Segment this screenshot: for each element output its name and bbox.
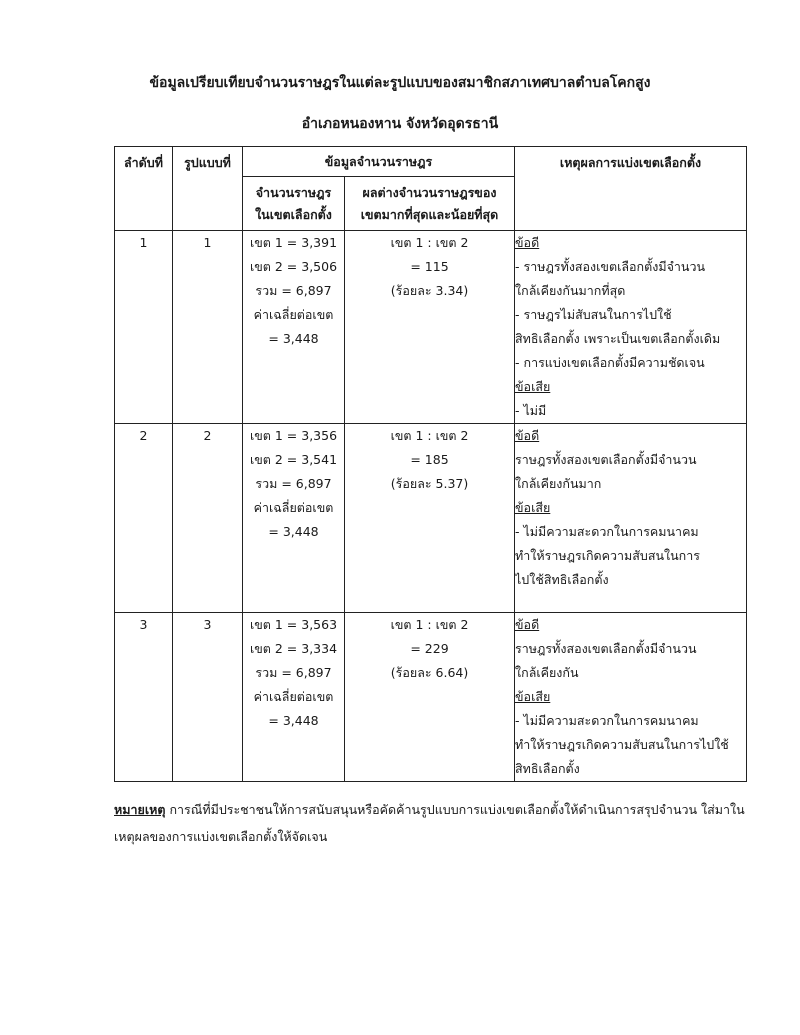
diff-lines-line: (ร้อยละ 5.37) <box>390 476 469 491</box>
pop-lines-line: เขต 1 = 3,391 <box>249 235 338 250</box>
diff-lines-line: เขต 1 : เขต 2 <box>390 235 469 250</box>
header-row <box>115 147 747 177</box>
pros-lines-line: - ราษฎรทั้งสองเขตเลือกตั้งมีจำนวน <box>515 259 706 274</box>
header-model: รูปแบบที่ <box>173 147 243 231</box>
pop-lines-line: รวม = 6,897 <box>255 665 332 680</box>
cell-order: 3 <box>115 613 173 782</box>
pros-label: ข้อดี <box>515 428 540 443</box>
comparison-table <box>114 146 747 782</box>
diff-lines-line: เขต 1 : เขต 2 <box>390 617 469 632</box>
cons-lines-line: - ไม่มีความสะดวกในการคมนาคม <box>515 524 699 539</box>
header-difference-line1: ผลต่างจำนวนราษฎรของ <box>362 184 497 200</box>
pros-lines-line: ใกล้เคียงกัน <box>515 665 579 680</box>
table-row <box>115 424 747 613</box>
diff-lines-line: (ร้อยละ 6.64) <box>390 665 469 680</box>
cell-reason <box>515 424 747 613</box>
cons-label: ข้อเสีย <box>515 379 551 394</box>
header-difference <box>345 177 515 231</box>
cell-difference <box>345 613 515 782</box>
pros-lines-line: - ราษฎรไม่สับสนในการไปใช้ <box>515 307 672 322</box>
cons-lines-line: - ไม่มีความสะดวกในการคมนาคม <box>515 713 699 728</box>
cell-order: 2 <box>115 424 173 613</box>
pop-lines-line: ค่าเฉลี่ยต่อเขต <box>253 307 334 322</box>
pop-lines-line: เขต 1 = 3,356 <box>249 428 338 443</box>
cons-lines-line: ทำให้ราษฎรเกิดความสับสนในการ <box>515 548 700 563</box>
cell-order: 1 <box>115 231 173 424</box>
footnote-text: การณีที่มีประชาชนให้การสนับสนุนหรือคัดค้านรูปแบบการแบ่งเขตเลือกตั้งให้ดำเนินการสรุปจำนวน ใส่มาในเหตุผลของการแบ่งเขตเลือกตั้งให้จัดเจน <box>114 802 745 844</box>
pros-lines-line: ใกล้เคียงกันมาก <box>515 476 602 491</box>
pop-lines-line: รวม = 6,897 <box>255 476 332 491</box>
cons-lines-line: - ไม่มี <box>515 403 547 418</box>
cell-model: 1 <box>173 231 243 424</box>
pop-lines-line: เขต 2 = 3,506 <box>249 259 338 274</box>
cell-population <box>243 231 345 424</box>
diff-lines-line: = 185 <box>410 452 449 467</box>
pros-lines-line: ราษฎรทั้งสองเขตเลือกตั้งมีจำนวน <box>515 452 697 467</box>
header-pop-in-zone-line1: จำนวนราษฎร <box>255 184 332 200</box>
table-row <box>115 613 747 782</box>
pop-lines-line: = 3,448 <box>268 524 319 539</box>
diff-lines-line: = 115 <box>410 259 449 274</box>
cell-population <box>243 613 345 782</box>
cell-model: 2 <box>173 424 243 613</box>
header-population-info: ข้อมูลจำนวนราษฎร <box>243 147 515 177</box>
diff-lines-line: เขต 1 : เขต 2 <box>390 428 469 443</box>
table-row <box>115 231 747 424</box>
pop-lines-line: = 3,448 <box>268 331 319 346</box>
cell-population <box>243 424 345 613</box>
footnote <box>114 796 754 850</box>
pros-label: ข้อดี <box>515 235 540 250</box>
header-pop-in-zone <box>243 177 345 231</box>
pop-lines-line: รวม = 6,897 <box>255 283 332 298</box>
pros-label: ข้อดี <box>515 617 540 632</box>
header-difference-line2: เขตมากที่สุดและน้อยที่สุด <box>360 206 499 222</box>
header-pop-in-zone-line2: ในเขตเลือกตั้ง <box>255 206 332 222</box>
pop-lines-line: ค่าเฉลี่ยต่อเขต <box>253 500 334 515</box>
footnote-label: หมายเหตุ <box>114 802 166 817</box>
diff-lines-line: (ร้อยละ 3.34) <box>390 283 469 298</box>
header-reason: เหตุผลการแบ่งเขตเลือกตั้ง <box>515 147 747 231</box>
cons-label: ข้อเสีย <box>515 689 551 704</box>
cons-label: ข้อเสีย <box>515 500 551 515</box>
pros-lines-line: สิทธิเลือกตั้ง เพราะเป็นเขตเลือกตั้งเดิม <box>515 331 721 346</box>
pop-lines-line: เขต 1 = 3,563 <box>249 617 338 632</box>
pros-lines-line: ใกล้เคียงกันมากที่สุด <box>515 283 626 298</box>
cons-lines-line: สิทธิเลือกตั้ง <box>515 761 580 776</box>
diff-lines-line: = 229 <box>410 641 449 656</box>
pop-lines-line: เขต 2 = 3,541 <box>249 452 338 467</box>
cons-lines-line: ทำให้ราษฎรเกิดความสับสนในการไปใช้ <box>515 737 729 752</box>
pros-lines-line: - การแบ่งเขตเลือกตั้งมีความชัดเจน <box>515 355 705 370</box>
pop-lines-line: ค่าเฉลี่ยต่อเขต <box>253 689 334 704</box>
cell-difference <box>345 231 515 424</box>
pop-lines-line: เขต 2 = 3,334 <box>249 641 338 656</box>
cons-lines-line: ไปใช้สิทธิเลือกตั้ง <box>515 572 609 587</box>
document-title: ข้อมูลเปรียบเทียบจำนวนราษฎรในแต่ละรูปแบบของสมาชิกสภาเทศบาลตำบลโคกสูง <box>149 75 651 91</box>
cell-reason <box>515 231 747 424</box>
pros-lines-line: ราษฎรทั้งสองเขตเลือกตั้งมีจำนวน <box>515 641 697 656</box>
document-subtitle: อำเภอหนองหาน จังหวัดอุดรธานี <box>301 116 499 132</box>
cell-difference <box>345 424 515 613</box>
header-order: ลำดับที่ <box>115 147 173 231</box>
pop-lines-line: = 3,448 <box>268 713 319 728</box>
cell-reason <box>515 613 747 782</box>
cell-model: 3 <box>173 613 243 782</box>
